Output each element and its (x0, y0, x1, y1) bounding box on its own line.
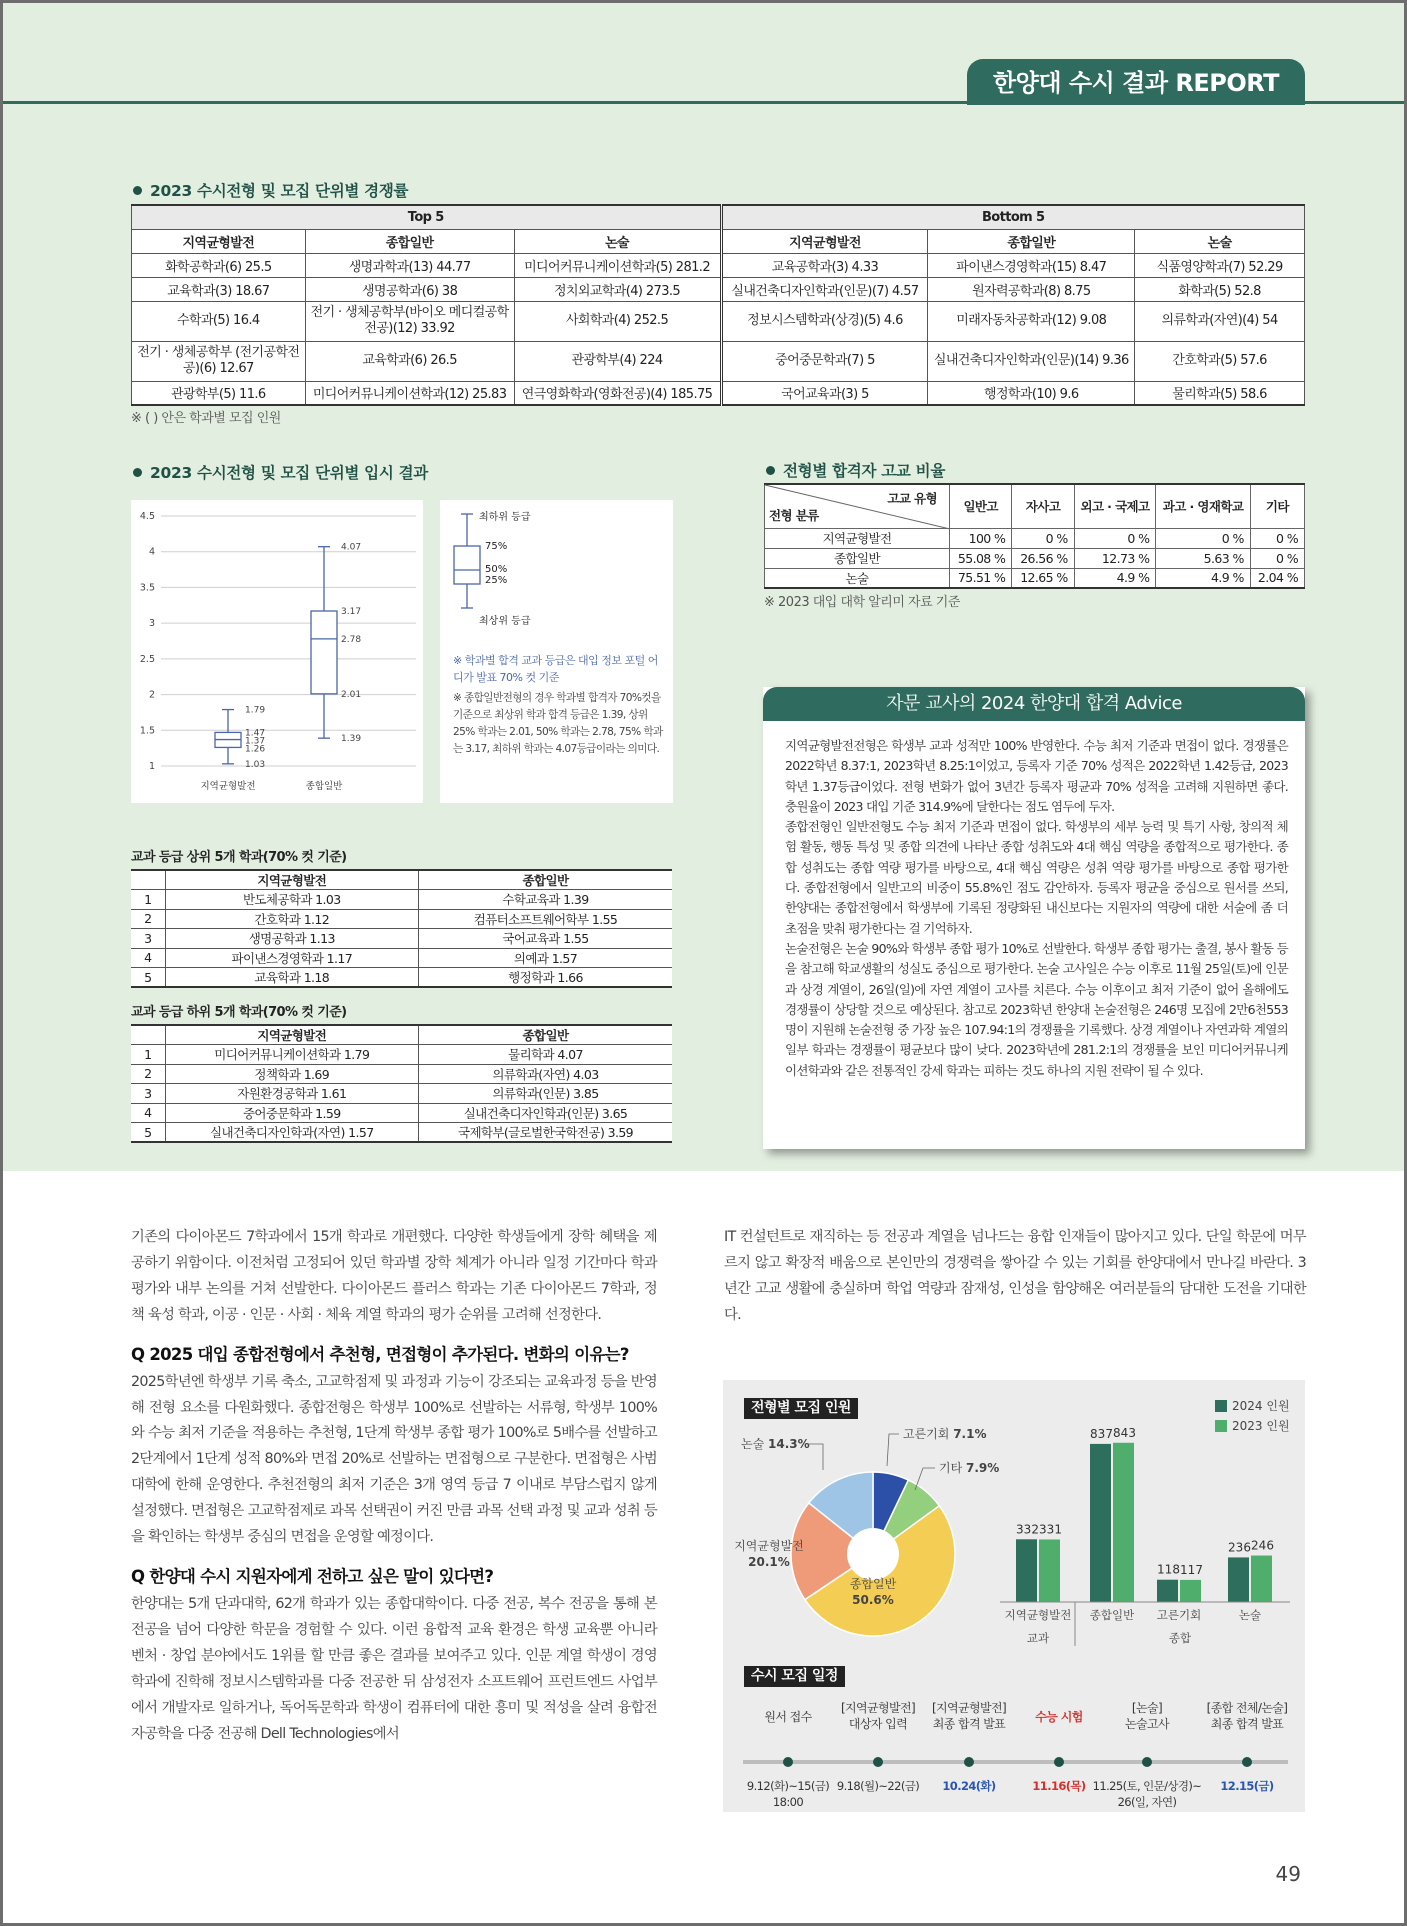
box-value-label: 1.03 (245, 759, 266, 770)
bar-2024 (1228, 1557, 1249, 1602)
legend-top-label: 최하위 등급 (479, 512, 531, 523)
bar-category-label: 논술 (1238, 1608, 1262, 1622)
competition-cell: 전기 · 생체공학부(바이오 메디컬공학전공)(12) 33.92 (305, 301, 514, 341)
rank-number: 5 (131, 1123, 165, 1143)
competition-cell: 의류학과(자연)(4) 54 (1135, 301, 1305, 341)
schedule-date: 10.24(화) (942, 1779, 996, 1793)
schedule-dot (783, 1757, 793, 1767)
schedule-timeline (723, 1700, 1305, 1810)
competition-cell: 관광학부(4) 224 (514, 341, 721, 381)
bar-value-2023: 331 (1039, 1522, 1062, 1537)
y-tick-label: 1.5 (139, 725, 155, 737)
bottom5-header: Bottom 5 (721, 205, 1304, 229)
schedule-title: 수시 모집 일정 (744, 1666, 845, 1687)
y-tick-label: 3.5 (139, 582, 155, 594)
rank-row (131, 1084, 672, 1104)
schedule-dot (964, 1757, 974, 1767)
article-answer-2: 한양대는 5개 단과대학, 62개 학과가 있는 종합대학이다. 다중 전공, 복수 전공을 통해 본 전공을 넘어 다양한 학문을 경험할 수 있다. 이런 융합적 교육 환경은 학생 교육뿐 아니라 벤처 · 창업 분야에서도 1위를 할 만큼 좋은 결과를 보여주고 있다. 인문 계열 학생이 경영학과에 진학해 정보시스템학과를 다중 전공한 뒤 삼성전자 소프트웨어 프런트엔드 사업부에서 개발자로 일하거나, 독어독문학과 학생이 컴퓨터에 대한 흥미 및 적성을 살려 융합전자공학을 다중 전공해 Dell Technologies에서 (131, 1595, 657, 1742)
hs-row-name: 종합일반 (765, 548, 950, 568)
admission-note-1: ※ 학과별 합격 교과 등급은 대입 정보 포털 어디가 발표 70% 컷 기준 (453, 654, 658, 684)
rank-row (131, 1123, 672, 1143)
rank-cell: 교육학과 1.18 (165, 968, 418, 988)
page-number: 49 (1275, 1862, 1301, 1886)
schedule-dot (1242, 1757, 1252, 1767)
legend-swatch-2023 (1215, 1420, 1227, 1432)
pie-label: 논술 14.3% (741, 1437, 810, 1451)
rank-number: 1 (131, 1045, 165, 1065)
box-plot-panel (131, 500, 423, 803)
pie-label-name: 지역균형발전 (734, 1539, 804, 1553)
competition-col-header: 지역균형발전 (132, 229, 306, 253)
hs-ratio-table (764, 483, 1305, 589)
schedule-label: 원서 접수 (764, 1710, 812, 1724)
box-value-label: 1.47 (245, 728, 266, 739)
hs-value-cell: 0 % (1074, 528, 1156, 548)
rank-cell: 간호학과 1.12 (165, 909, 418, 929)
rank-top-title: 교과 등급 상위 5개 학과(70% 컷 기준) (131, 850, 347, 865)
rank-bottom-title: 교과 등급 하위 5개 학과(70% 컷 기준) (131, 1005, 347, 1020)
schedule-label: [논술] 논술고사 (1125, 1701, 1169, 1731)
legend-swatch-2024 (1215, 1400, 1227, 1412)
schedule-date: 11.25(토, 인문/상경)~ 26(일, 자연) (1092, 1779, 1202, 1809)
legend-q25-label: 25% (485, 575, 508, 586)
competition-cell: 중어중문학과(7) 5 (721, 341, 928, 381)
legend-label-2023: 2023 인원 (1232, 1419, 1290, 1433)
schedule-dot (1142, 1757, 1152, 1767)
rank-cell: 컴퓨터소프트웨어학부 1.55 (419, 909, 672, 929)
hs-value-cell: 4.9 % (1074, 568, 1156, 588)
hs-col-header: 기타 (1250, 484, 1304, 528)
rank-row (131, 909, 672, 929)
y-tick-label: 4 (148, 546, 155, 558)
pie-label-pct: 50.6% (852, 1593, 894, 1607)
competition-cell: 행정학과(10) 9.6 (928, 381, 1135, 405)
hs-corner-bottom: 전형 분류 (769, 507, 819, 523)
schedule-date: 9.12(화)~15(금) 18:00 (746, 1779, 830, 1809)
rank-cell: 국어교육과 1.55 (419, 929, 672, 949)
admission-note-2: ※ 종합일반전형의 경우 학과별 합격자 70%컷을 기준으로 최상위 학과 합격 등급은 1.39, 상위 25% 학과는 2.01, 50% 학과는 2.78, 75% 학과는 3.17, 최하위 학과는 4.07등급이라는 의미다. (453, 692, 663, 755)
competition-cell: 화학과(5) 52.8 (1135, 277, 1305, 301)
bar-value-2024: 118 (1157, 1562, 1180, 1577)
hs-value-cell: 0 % (1156, 528, 1250, 548)
box-plot-chart (131, 500, 423, 803)
legend-bottom-label: 최상위 등급 (479, 616, 531, 627)
hs-ratio-note: ※ 2023 대입 대학 알리미 자료 기준 (764, 595, 960, 610)
recruit-bar-chart (975, 1380, 1305, 1665)
rank-col-header: 지역균형발전 (165, 870, 418, 890)
hs-row (765, 568, 1305, 588)
competition-cell: 미디어커뮤니케이션학과(5) 281.2 (514, 253, 721, 277)
rank-number: 3 (131, 929, 165, 949)
bar-2023 (1251, 1556, 1272, 1602)
rank-bottom-table (131, 1024, 672, 1143)
competition-row (132, 277, 1305, 301)
legend-label-2024: 2024 인원 (1232, 1399, 1290, 1413)
pie-label-pct: 20.1% (748, 1555, 790, 1569)
box-value-label: 2.78 (341, 634, 362, 645)
schedule-label: [지역균형발전] 대상자 입력 (840, 1701, 916, 1731)
pie-label-name: 종합일반 (849, 1577, 897, 1591)
competition-cell: 연극영화학과(영화전공)(4) 185.75 (514, 381, 721, 405)
y-tick-label: 1 (148, 761, 155, 772)
bar-value-2024: 236 (1228, 1540, 1251, 1555)
hs-value-cell: 55.08 % (950, 548, 1012, 568)
competition-note: ※ ( ) 안은 학과별 모집 인원 (131, 411, 281, 426)
rank-cell: 정책학과 1.69 (165, 1064, 418, 1084)
rank-row (131, 1045, 672, 1065)
competition-col-header: 논술 (514, 229, 721, 253)
rank-row (131, 1064, 672, 1084)
rank-cell: 자원환경공학과 1.61 (165, 1084, 418, 1104)
competition-cell: 파이낸스경영학과(15) 8.47 (928, 253, 1135, 277)
advice-paragraph-3: 논술전형은 논술 90%와 학생부 종합 평가 10%로 선발한다. 학생부 종합 평가는 출결, 봉사 활동 등을 참고해 학교생활의 성실도 중심으로 평가한다. 논술 고사일은 수능 이후로 11월 25일(토)에 인문과 상경 계열이, 26일(일)에 자연 계열이 고사를 치른다. 수능 이후이고 최저 기준이 없어 올해에도 경쟁률이 상당할 것으로 예상된다. 참고로 2023학년 한양대 논술전형은 246명 모집에 2만6천553명이 지원해 논술전형 중 가장 높은 107.94:1의 경쟁률을 기록했다. 상경 계열이나 자연과학 계열의 일부 학과는 경쟁률이 평균보다 많이 낮다. 2023학년에 281.2:1의 경쟁률을 보인 미디어커뮤니케이션학과와 같은 전통적인 강세 학과는 피하는 것도 하나의 지원 전략이 될 수 있다. (785, 940, 1288, 1078)
bar-2024 (1016, 1539, 1037, 1602)
box-value-label: 3.17 (341, 607, 362, 617)
rank-cell: 실내건축디자인학과(자연) 1.57 (165, 1123, 418, 1143)
article-right-column (724, 1225, 1306, 1329)
rank-number: 3 (131, 1084, 165, 1104)
x-category-label: 종합일반 (305, 781, 343, 792)
rank-number: 2 (131, 909, 165, 929)
rank-row (131, 968, 672, 988)
pie-hole (847, 1528, 899, 1580)
rank-cell: 중어중문학과 1.59 (165, 1103, 418, 1123)
competition-cell: 관광학부(5) 11.6 (132, 381, 306, 405)
schedule-date: 9.18(월)~22(금) (836, 1779, 920, 1793)
box-value-label: 1.26 (245, 744, 266, 755)
hs-value-cell: 5.63 % (1156, 548, 1250, 568)
rank-col-header: 종합일반 (419, 870, 672, 890)
bar-2024 (1157, 1580, 1178, 1602)
rank-header-row (131, 1025, 672, 1045)
legend-q50-label: 50% (485, 564, 508, 575)
recruit-title: 전형별 모집 인원 (744, 1398, 858, 1419)
competition-cell: 정치외교학과(4) 273.5 (514, 277, 721, 301)
timeline-line (743, 1760, 1288, 1764)
bar-value-2024: 837 (1090, 1426, 1113, 1441)
rank-cell: 의예과 1.57 (419, 948, 672, 968)
hs-value-cell: 0 % (1250, 548, 1304, 568)
competition-cell: 화학공학과(6) 25.5 (132, 253, 306, 277)
rank-row (131, 948, 672, 968)
rank-header-blank (131, 1025, 165, 1045)
competition-cell: 생명공학과(6) 38 (305, 277, 514, 301)
schedule-dot (1054, 1757, 1064, 1767)
rank-cell: 의류학과(자연) 4.03 (419, 1064, 672, 1084)
competition-section-title: 2023 수시전형 및 모집 단위별 경쟁률 (133, 179, 408, 201)
box-value-label: 2.01 (341, 689, 362, 700)
competition-col-header: 종합일반 (928, 229, 1135, 253)
box-value-label: 1.39 (341, 734, 362, 745)
competition-col-header: 논술 (1135, 229, 1305, 253)
schedule-date: 12.15(금) (1220, 1779, 1274, 1793)
hs-value-cell: 26.56 % (1012, 548, 1074, 568)
bar-2024 (1090, 1444, 1111, 1602)
article-answer-1: 2025학년엔 학생부 기록 축소, 고교학점제 및 과정과 기능이 강조되는 교육과정 등을 반영해 전형 요소를 다원화했다. 종합전형은 학생부 100%로 선발하는 서류형, 학생부 100%와 수능 최저 기준을 적용하는 추천형, 1단계 학생부 종합 평가 100%로 5배수를 선발하고 2단계에서 1단계 성적 80%와 면접 20%로 선발하는 면접형으로 구분한다. 면접형은 사범대학에 한해 운영한다. 추천전형의 최저 기준은 3개 영역 등급 7 이내로 부담스럽지 않게 설정했다. 면접형은 고교학점제로 과목 선택권이 커진 만큼 과목 선택 과정 및 교과 성취 등을 확인하는 학생부 중심의 면접을 운영할 예정이다. (131, 1373, 657, 1546)
pie-label: 고른기회 7.1% (903, 1427, 987, 1441)
hs-col-header: 외고 · 국제고 (1074, 484, 1156, 528)
box-plot-legend-panel (440, 500, 673, 803)
rank-row (131, 1103, 672, 1123)
bar-category-label: 지역균형발전 (1004, 1608, 1072, 1622)
bar-value-2024: 332 (1016, 1522, 1039, 1537)
bar-category-label: 종합일반 (1089, 1608, 1135, 1622)
rank-row (131, 929, 672, 949)
competition-cell: 원자력공학과(8) 8.75 (928, 277, 1135, 301)
bar-value-2023: 117 (1180, 1562, 1203, 1577)
rank-cell: 의류학과(인문) 3.85 (419, 1084, 672, 1104)
schedule-label: [지역균형발전] 최종 합격 발표 (931, 1701, 1007, 1731)
competition-cell: 미래자동차공학과(12) 9.08 (928, 301, 1135, 341)
group-label: 교과 (1026, 1631, 1050, 1645)
article-question-1: Q 2025 대입 종합전형에서 추천형, 면접형이 추가된다. 변화의 이유는? (131, 1344, 629, 1364)
competition-row (132, 381, 1305, 405)
y-tick-label: 2.5 (139, 653, 155, 665)
hs-corner-cell (765, 484, 950, 528)
hs-corner-top: 고교 유형 (887, 491, 937, 506)
competition-cell: 전기 · 생체공학부 (전기공학전공)(6) 12.67 (132, 341, 306, 381)
schedule-date: 11.16(목) (1032, 1779, 1086, 1793)
advice-paragraph-1: 지역균형발전전형은 학생부 교과 성적만 100% 반영한다. 수능 최저 기준과 면접이 없다. 경쟁률은 2022학년 8.37:1, 2023학년 8.25:1이었고, 등록자 기준 70% 성적은 2022학년 1.42등급, 2023학년 1.37등급이었다. 전형 변화가 없어 3년간 등록자 평균과 70% 성적을 고려해 지원하면 좋다. 충원율이 2023 대입 기준 314.9%에 달한다는 점도 염두에 두자. (785, 738, 1288, 814)
competition-cell: 물리학과(5) 58.6 (1135, 381, 1305, 405)
box-value-label: 1.79 (245, 705, 266, 716)
rank-number: 4 (131, 948, 165, 968)
pie-label: 기타 7.9% (939, 1461, 1000, 1475)
top5-header: Top 5 (132, 205, 722, 229)
advice-body (785, 736, 1288, 1081)
rank-top-table (131, 869, 672, 988)
rank-cell: 파이낸스경영학과 1.17 (165, 948, 418, 968)
box-value-label: 1.37 (245, 736, 266, 747)
competition-col-header: 지역균형발전 (721, 229, 928, 253)
hs-row-name: 지역균형발전 (765, 528, 950, 548)
competition-cell: 교육학과(3) 18.67 (132, 277, 306, 301)
box-legend-diagram (440, 500, 673, 620)
legend-q75-label: 75% (485, 541, 508, 552)
hs-value-cell: 2.04 % (1250, 568, 1304, 588)
hs-col-header: 자사고 (1012, 484, 1074, 528)
hs-row (765, 528, 1305, 548)
rank-cell: 생명공학과 1.13 (165, 929, 418, 949)
rank-cell: 반도체공학과 1.03 (165, 890, 418, 910)
rank-number: 4 (131, 1103, 165, 1123)
recruitment-info-box (723, 1380, 1305, 1812)
schedule-dot (873, 1757, 883, 1767)
bar-2023 (1113, 1443, 1134, 1602)
hs-row-name: 논술 (765, 568, 950, 588)
hs-ratio-section-title: 전형별 합격자 고교 비율 (766, 459, 945, 481)
article-paragraph-right: IT 컨설턴트로 재직하는 등 전공과 계열을 넘나드는 융합 인재들이 많아지고 있다. 단일 학문에 머무르지 않고 확장적 배움으로 본인만의 경쟁력을 쌓아갈 수 있는 기회를 한양대에서 만나길 바란다. 3년간 고교 생활에 충실하며 학업 역량과 잠재성, 인성을 함양해온 여러분들의 담대한 도전을 기대한다. (724, 1229, 1306, 1323)
box-iqr (311, 611, 337, 694)
group-label: 종합 (1168, 1631, 1192, 1645)
rank-number: 5 (131, 968, 165, 988)
rank-header-row (131, 870, 672, 890)
rank-cell: 행정학과 1.66 (419, 968, 672, 988)
schedule-label: 수능 시험 (1035, 1710, 1083, 1724)
hs-value-cell: 12.65 % (1012, 568, 1074, 588)
hs-col-header: 일반고 (950, 484, 1012, 528)
rank-col-header: 지역균형발전 (165, 1025, 418, 1045)
box-value-label: 4.07 (341, 542, 362, 553)
y-tick-label: 4.5 (139, 511, 155, 522)
competition-cell: 생명과학과(13) 44.77 (305, 253, 514, 277)
bar-2023 (1180, 1580, 1201, 1602)
hs-value-cell: 0 % (1250, 528, 1304, 548)
rank-row (131, 890, 672, 910)
rank-cell: 실내건축디자인학과(인문) 3.65 (419, 1103, 672, 1123)
competition-cell: 정보시스템학과(상경)(5) 4.6 (721, 301, 928, 341)
leader-line (887, 1434, 899, 1466)
hs-value-cell: 0 % (1012, 528, 1074, 548)
rank-col-header: 종합일반 (419, 1025, 672, 1045)
rank-number: 2 (131, 1064, 165, 1084)
hs-col-header: 과고 · 영재학교 (1156, 484, 1250, 528)
competition-cell: 수학과(5) 16.4 (132, 301, 306, 341)
rank-number: 1 (131, 890, 165, 910)
competition-cell: 국어교육과(3) 5 (721, 381, 928, 405)
rank-cell: 수학교육과 1.39 (419, 890, 672, 910)
bar-category-label: 고른기회 (1156, 1608, 1202, 1622)
report-title-tab: 한양대 수시 결과 REPORT (967, 59, 1305, 105)
rank-cell: 국제학부(글로벌한국학전공) 3.59 (419, 1123, 672, 1143)
competition-cell: 실내건축디자인학과(인문)(7) 4.57 (721, 277, 928, 301)
article-question-2: Q 한양대 수시 지원자에게 전하고 싶은 말이 있다면? (131, 1566, 494, 1586)
rank-header-blank (131, 870, 165, 890)
competition-cell: 간호학과(5) 57.6 (1135, 341, 1305, 381)
x-category-label: 지역균형발전 (200, 781, 256, 792)
competition-cell: 사회학과(4) 252.5 (514, 301, 721, 341)
rank-cell: 물리학과 4.07 (419, 1045, 672, 1065)
hs-value-cell: 75.51 % (950, 568, 1012, 588)
competition-cell: 교육공학과(3) 4.33 (721, 253, 928, 277)
hs-value-cell: 12.73 % (1074, 548, 1156, 568)
competition-row (132, 253, 1305, 277)
y-tick-label: 2 (148, 689, 155, 701)
competition-cell: 교육학과(6) 26.5 (305, 341, 514, 381)
admission-section-title: 2023 수시전형 및 모집 단위별 입시 결과 (133, 461, 428, 483)
bar-value-2023: 246 (1251, 1538, 1274, 1553)
schedule-label: [종합 전체/논술] 최종 합격 발표 (1206, 1701, 1288, 1731)
competition-table (131, 204, 1305, 406)
bar-value-2023: 843 (1113, 1425, 1136, 1440)
hs-value-cell: 4.9 % (1156, 568, 1250, 588)
competition-row (132, 301, 1305, 341)
competition-cell: 미디어커뮤니케이션학과(12) 25.83 (305, 381, 514, 405)
rank-cell: 미디어커뮤니케이션학과 1.79 (165, 1045, 418, 1065)
article-paragraph-1: 기존의 다이아몬드 7학과에서 15개 학과로 개편했다. 다양한 학생들에게 장학 혜택을 제공하기 위함이다. 이전처럼 고정되어 있던 학과별 장학 체계가 아니라 일정 기간마다 학과 평가와 내부 논의를 거쳐 선발한다. 다이아몬드 플러스 학과는 기존 다이아몬드 7학과, 정책 육성 학과, 이공 · 인문 · 사회 · 체육 계열 학과의 평가 순위를 고려해 선정한다. (131, 1229, 657, 1323)
advice-title: 자문 교사의 2024 한양대 합격 Advice (763, 687, 1305, 721)
competition-col-header: 종합일반 (305, 229, 514, 253)
hs-value-cell: 100 % (950, 528, 1012, 548)
competition-row (132, 341, 1305, 381)
bar-2023 (1039, 1539, 1060, 1602)
y-tick-label: 3 (148, 618, 155, 630)
article-left-column (131, 1225, 657, 1747)
hs-row (765, 548, 1305, 568)
advice-paragraph-2: 종합전형인 일반전형도 수능 최저 기준과 면접이 없다. 학생부의 세부 능력 및 특기 사항, 창의적 체험 활동, 행동 특성 및 종합 의견에 나타난 종합 성취도와 4대 핵심 역량을 종합적으로 평가한다. 종합 성취도는 종합 역량 평가를 바탕으로, 4대 핵심 역량은 성취 역량 평가를 바탕으로 종합 평가한다. 종합전형에서 일반고의 비중이 55.8%인 점도 감안하자. 등록자 평균을 중심으로 원서를 쓰되, 한양대는 종합전형에서 학생부에 기록된 정량화된 내신보다는 지원자의 역량에 대한 서술에 좀 더 초점을 맞춰 평가한다는 걸 기억하자. (785, 819, 1288, 936)
competition-cell: 실내건축디자인학과(인문)(14) 9.36 (928, 341, 1135, 381)
competition-cell: 식품영양학과(7) 52.29 (1135, 253, 1305, 277)
